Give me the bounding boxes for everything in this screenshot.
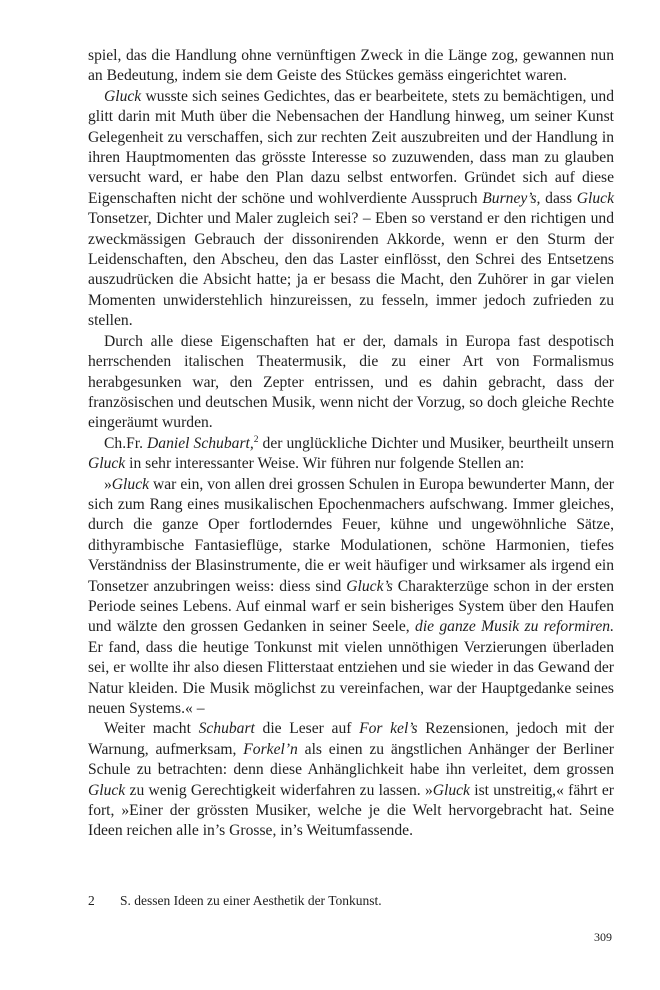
italic-run: Gluck [576, 189, 615, 207]
paragraph [88, 87, 614, 332]
paragraph [88, 434, 614, 475]
page-number: 309 [594, 930, 612, 944]
paragraph [88, 719, 614, 841]
text-run: als einen zu ängstlichen Anhänger der Berliner Schule zu betrachten: denn diese Anhänglichkeit habe ihn verleitet, dem grossen [88, 740, 615, 779]
footnote-reference[interactable]: 2 [253, 434, 259, 445]
text-run: » [104, 475, 112, 493]
footnote-number: 2 [88, 893, 95, 908]
italic-run: Gluck [104, 87, 142, 105]
text-run: dass [540, 189, 577, 207]
text-run: war ein, von allen drei grossen Schulen in Europa bewunderter Mann, der sich zum Rang eines musikalischen Epochenmachers aufschwang. Immer gleiches, durch die ganze Oper fortloderndes Feuer, kühne und ungewöhnliche Sätze, dithyrambische Fantasieflüge, starke Modulationen, schöne Harmonien, tiefes Verständniss der Blasinstrumente, die er weit häufiger und wirksamer als irgend ein Tonsetzer anzubringen weiss: diess sind [88, 475, 614, 595]
italic-run: Burney’s, [482, 189, 541, 207]
italic-run: Gluck [111, 475, 150, 493]
italic-run: Gluck [88, 781, 126, 799]
italic-run: Gluck [432, 781, 470, 799]
italic-run: Forkel’n [243, 740, 298, 758]
body-text [88, 46, 614, 842]
quote-paragraph [88, 475, 614, 720]
italic-run: Gluck’s [346, 577, 393, 595]
text-run: Er fand, dass die heutige Tonkunst mit vielen unnöthigen Verzierungen überladen sei, er wollte ihr also diesen Flitterstaat entziehen und sie wieder in das Gewand der Natur kleiden. Die Musik möglichst zu vereinfachen, war der Hauptgedanke seines neuen Systems.« – [88, 638, 614, 717]
italic-run: Gluck [88, 455, 126, 473]
text-run: Ch.Fr. [104, 434, 148, 452]
text-run: wusste sich seines Gedichtes, das er bearbeitete, stets zu bemächtigen, und glitt darin mit Muth über die Nebensachen der Handlung hinweg, um seiner Kunst Gelegenheit zu verschaffen, sich zur rechten Zeit auszubreiten und der Handlung in ihren Hauptmomenten das grösste Interesse so zuzuwenden, dass man zu glauben versucht ward, er habe den Plan dazu selbst entworfen. Gründet sich auf diese Eigenschaften nicht der schöne und wohlverdiente Ausspruch [88, 87, 614, 207]
text-run: Charakterzüge schon in der ersten Periode seines Lebens. Auf einmal warf er sein bisheriges System über den Haufen und wälzte den grossen Gedanken in seiner Seele, [88, 577, 614, 636]
italic-run: For kel’s [359, 720, 418, 738]
text-run: spiel, das die Handlung ohne vernünftigen Zweck in die Länge zog, gewannen nun an Bedeutung, indem sie dem Geiste des Stückes gemäss eingerichtet waren. [88, 47, 614, 85]
italic-run: Daniel Schubart, [147, 434, 254, 452]
paragraph [88, 332, 614, 434]
text-run: Weiter macht [104, 720, 199, 738]
footnote [88, 892, 614, 910]
text-run: Tonsetzer, Dichter und Maler zugleich sei? – Eben so verstand er den richtigen und zweckmässigen Gebrauch der dissonirenden Akkorde, wenn er den Sturm der Leidenschaften, den Abscheu, den das Laster einflösst, den Schrei des Entsetzens auszudrücken die Absicht hatte; ja er besass die Macht, den Zuhörer in gar vielen Momenten unwiderstehlich hinzureissen, zu fesseln, immer jedoch zufrieden zu stellen. [88, 210, 614, 330]
text-run: der unglückliche Dichter und Musiker, beurtheilt unsern [258, 434, 615, 452]
text-run: die Leser auf [254, 720, 360, 738]
paragraph [88, 46, 614, 87]
text-run: ist unstreitig,« fährt er fort, »Einer der grössten Musiker, welche je die Welt hervorgebracht hat. Seine Ideen reichen alle in’s Grosse, in’s Weitumfassende. [88, 781, 614, 840]
italic-run: die ganze Musik zu reformiren. [415, 618, 614, 636]
text-run: Rezensionen, jedoch mit der Warnung, aufmerksam, [88, 720, 615, 758]
italic-run: Schubart [198, 720, 255, 738]
footnote-text: S. dessen Ideen zu einer Aesthetik der Tonkunst. [120, 893, 382, 908]
text-run: zu wenig Gerechtigkeit widerfahren zu lassen. » [125, 781, 433, 799]
text-run: Durch alle diese Eigenschaften hat er der, damals in Europa fast despotisch herrschenden italischen Theatermusik, die zu einer Art von Formalismus herabgesunken war, den Zepter entrissen, und es dahin gebracht, dass der französischen und deutschen Musik, wenn nicht der Vorzug, so doch gleiche Rechte eingeräumt wurden. [88, 332, 614, 432]
text-run: in sehr interessanter Weise. Wir führen nur folgende Stellen an: [125, 455, 525, 473]
